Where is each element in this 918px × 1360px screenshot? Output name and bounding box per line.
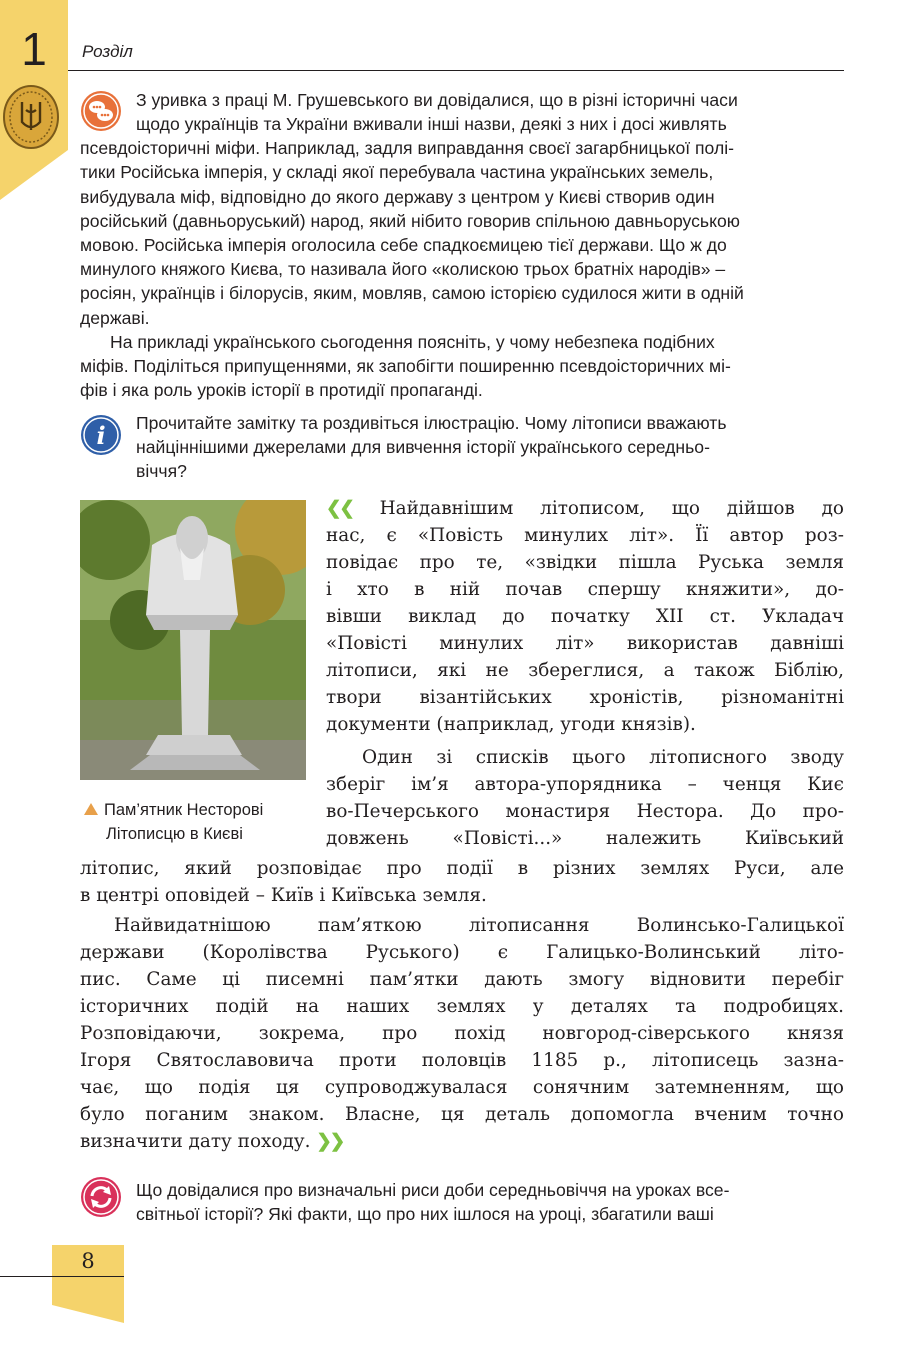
- footer-rule: [0, 1276, 124, 1277]
- coin-icon: [2, 84, 60, 150]
- figure-caption: [84, 798, 316, 846]
- text-line: державі.: [80, 307, 150, 328]
- text-line: найціннішими джерелами для вивчення історії українського середньо-: [136, 437, 710, 458]
- article-line: Один зі списків цього літописного зводу: [362, 747, 844, 768]
- article-line: історичних подій на наших землях у деталях та подробицях.: [80, 996, 844, 1017]
- caption-line: Літописцю в Києві: [106, 825, 243, 843]
- article-line: во-Печерського монастиря Нестора. До про-: [326, 801, 844, 822]
- article-line: «Повісті минулих літ» використав давніші: [326, 633, 844, 654]
- article-line: держави (Королівства Руського) є Галицько-Волинський літо-: [80, 942, 844, 963]
- chapter-number: 1: [21, 23, 47, 75]
- article-text: визначити дату походу.: [80, 1131, 311, 1152]
- text-line: віччя?: [136, 461, 187, 482]
- svg-text:i: i: [96, 421, 106, 450]
- text-line: щодо українців та України вживали інші назви, деякі з них і досі живлять: [136, 114, 727, 134]
- info-text: [136, 411, 844, 484]
- text-line: тики Російська імперія, у складі якої перебувала частина українських земель,: [80, 162, 714, 183]
- text-line: фів і яка роль уроків історії в протидії пропаганді.: [80, 380, 483, 401]
- article-line: чає, що подія ця супроводжувалася сонячним затемненням, що: [80, 1077, 844, 1098]
- article-line: [80, 1128, 343, 1155]
- article-line: літопис, який розповідає про події в різних землях Руси, але: [80, 858, 844, 879]
- article-line: [326, 495, 844, 522]
- article-line: було поганим знаком. Власне, ця деталь допомогла вченим точно: [80, 1104, 844, 1125]
- text-line: російський (давньоруський) народ, який нібито говорив спільною давньоруською: [80, 210, 740, 231]
- text-line: Прочитайте замітку та роздивіться ілюстрацію. Чому літописи вважають: [136, 413, 727, 433]
- article-text: Найдавнішим літописом, що дійшов до: [379, 498, 844, 519]
- repeat-icon: [80, 1176, 122, 1218]
- article-line: довжень «Повісті...» належить Київський: [326, 828, 844, 849]
- info-icon: [80, 414, 122, 456]
- repeat-text: [136, 1178, 844, 1226]
- article-line: документи (наприклад, угоди князів).: [326, 714, 696, 735]
- article-line: зберіг ім’я автора-упорядника – ченця Киє: [326, 774, 844, 795]
- article-line: літописи, які не збереглися, а також Біблію,: [326, 660, 844, 681]
- triangle-icon: [84, 803, 98, 815]
- article-line: і хто в ній почав спершу княжити», до-: [326, 579, 844, 600]
- article-line: твори візантійських хроністів, різноманітні: [326, 687, 844, 708]
- text-line: мовою. Російська імперія оголосила себе спадкоємицею тієї держави. Що ж до: [80, 235, 727, 256]
- text-line: вибудувала міф, відповідно до якого державу з центром у Києві створив один: [80, 186, 715, 207]
- article-line: в центрі оповідей – Київ і Київська земля.: [80, 885, 487, 906]
- section-label: Розділ: [82, 42, 133, 61]
- text-line: міфів. Поділіться припущеннями, як запобігти поширенню псевдоісторичних мі-: [80, 356, 731, 377]
- article-line: Розповідаючи, зокрема, про похід новгород-сіверського князя: [80, 1023, 844, 1044]
- text-line: Що довідалися про визначальні риси доби середньовіччя на уроках все-: [136, 1180, 730, 1200]
- article-line: Найвидатнішою пам’яткою літописання Волинсько-Галицької: [114, 915, 844, 936]
- article-line: вівши виклад до початку XII ст. Укладач: [326, 606, 844, 627]
- header-rule: [68, 70, 844, 71]
- article-line: повідає про те, «звідки пішла Руська земля: [326, 552, 844, 573]
- article-line: пис. Саме ці писемні пам’ятки дають змогу відновити перебіг: [80, 969, 844, 990]
- quote-open-icon: ❮❮: [326, 498, 353, 519]
- quote-close-icon: ❯❯: [316, 1131, 344, 1152]
- text-line: На прикладі українського сьогодення поясніть, у чому небезпека подібних: [110, 331, 715, 352]
- discussion-paragraph-1: [80, 112, 844, 402]
- text-line: псевдоісторичні міфи. Наприклад, задля виправдання своєї загарбницької полі-: [80, 138, 734, 159]
- text-line: минулого княжого Києва, то називала його «колискою трьох братніх народів» –: [80, 259, 726, 280]
- text-line: світньої історії? Які факти, що про них ішлося на уроці, збагатили ваші: [136, 1204, 714, 1225]
- article-line: нас, є «Повість минулих літ». Її автор роз-: [326, 525, 844, 546]
- page-number: 8: [81, 1249, 95, 1273]
- caption-line: Пам’ятник Несторові: [84, 798, 316, 822]
- discussion-text: З уривка з праці М. Грушевського ви довідалися, що в різні історичні часи: [136, 90, 738, 110]
- article-line: Ігоря Святославовича проти половців 1185 р., літописець зазна-: [80, 1050, 844, 1071]
- nestor-monument-photo: [80, 500, 306, 780]
- text-line: росіян, українців і білорусів, яким, мовляв, самою історією судилося жити в одній: [80, 283, 744, 304]
